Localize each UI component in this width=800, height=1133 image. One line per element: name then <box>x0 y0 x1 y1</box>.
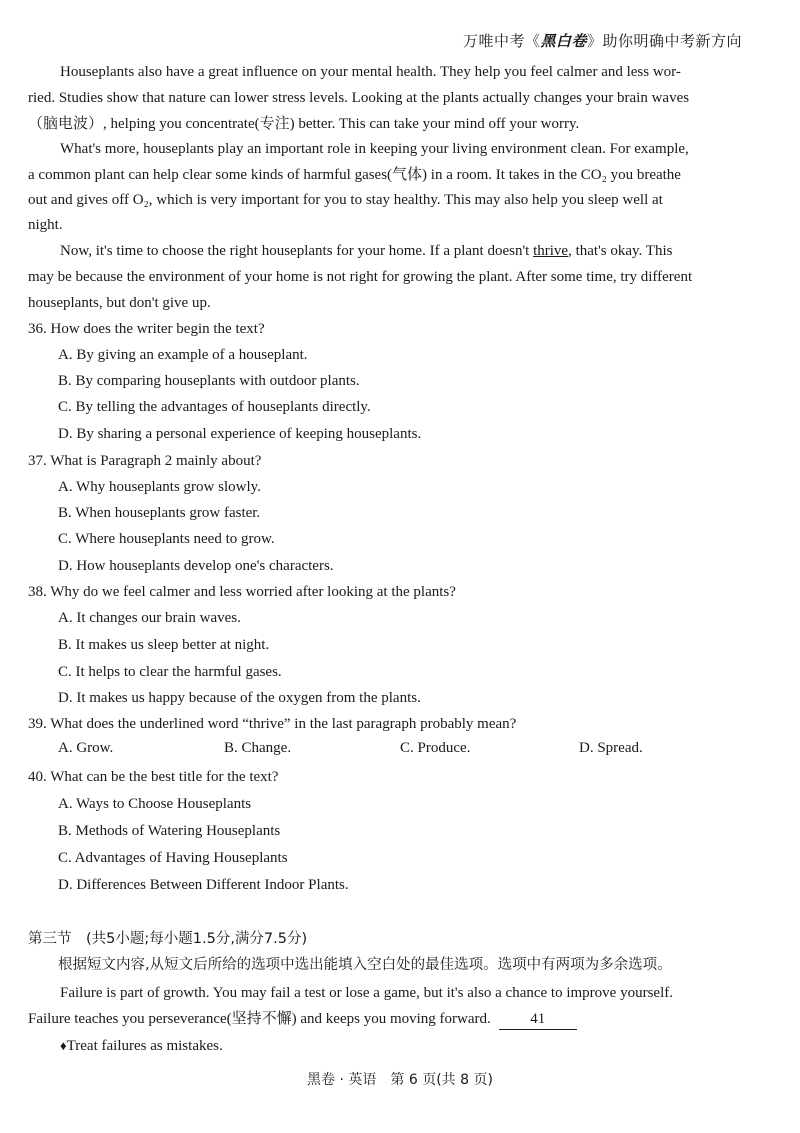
option: B. It makes us sleep better at night. <box>58 637 270 653</box>
option: D. Differences Between Different Indoor Plants. <box>58 877 349 893</box>
passage-line: a common plant can help clear some kinds of harmful gases(气体) in a room. It takes in the CO₂ you breathe <box>28 167 681 183</box>
underlined-word: thrive <box>533 243 569 259</box>
passage-line: Houseplants also have a great influence on your mental health. They help you feel calmer and less wor- <box>60 64 681 80</box>
question-36: 36. How does the writer begin the text? <box>28 321 265 337</box>
option: A. Grow. <box>58 740 114 756</box>
option: D. It makes us happy because of the oxygen from the plants. <box>58 690 421 706</box>
question-38: 38. Why do we feel calmer and less worried after looking at the plants? <box>28 584 456 600</box>
option-item: ♦Treat failures as mistakes. <box>60 1038 223 1054</box>
section-instruction: 根据短文内容,从短文后所给的选项中选出能填入空白处的最佳选项。选项中有两项为多余选项。 <box>58 957 672 973</box>
option: B. By comparing houseplants with outdoor plants. <box>58 373 360 389</box>
page-header: 万唯中考《黑白卷》助你明确中考新方向 <box>462 32 742 50</box>
option: C. By telling the advantages of houseplants directly. <box>58 399 371 415</box>
passage-line: may be because the environment of your home is not right for growing the plant. After some time, try different <box>28 269 693 285</box>
option: D. How houseplants develop one's characters. <box>58 558 334 574</box>
passage-line: What's more, houseplants play an important role in keeping your living environment clean. For example, <box>60 141 689 157</box>
blank-41[interactable]: 41 <box>499 1009 577 1030</box>
passage-line: Failure is part of growth. You may fail a test or lose a game, but it's also a chance to improve yourself. <box>60 985 673 1001</box>
option: B. Change. <box>224 740 292 756</box>
question-39: 39. What does the underlined word “thrive” in the last paragraph probably mean? <box>28 716 517 732</box>
passage-line: Now, it's time to choose the right houseplants for your home. If a plant doesn't thrive, that's okay. This <box>60 243 673 259</box>
page-footer: 黑卷 · 英语 第 6 页(共 8 页) <box>307 1072 493 1088</box>
option: A. It changes our brain waves. <box>58 610 241 626</box>
option: C. Where houseplants need to grow. <box>58 531 275 547</box>
option: C. Produce. <box>400 740 471 756</box>
passage-line: （脑电波）, helping you concentrate(专注) better. This can take your mind off your worry. <box>28 116 580 132</box>
diamond-bullet-icon: ♦ <box>60 1038 67 1053</box>
option: A. Why houseplants grow slowly. <box>58 479 261 495</box>
option: D. By sharing a personal experience of keeping houseplants. <box>58 426 422 442</box>
option: A. By giving an example of a houseplant. <box>58 347 308 363</box>
passage-line: ried. Studies show that nature can lower stress levels. Looking at the plants actually changes your brain waves <box>28 90 690 106</box>
option: B. When houseplants grow faster. <box>58 505 261 521</box>
passage-line: houseplants, but don't give up. <box>28 295 211 311</box>
option: C. Advantages of Having Houseplants <box>58 850 288 866</box>
option: B. Methods of Watering Houseplants <box>58 823 281 839</box>
passage-line: night. <box>28 217 63 233</box>
option: C. It helps to clear the harmful gases. <box>58 664 282 680</box>
option: A. Ways to Choose Houseplants <box>58 796 252 812</box>
passage-line: out and gives off O₂, which is very important for you to stay healthy. This may also help you sleep well at <box>28 192 663 208</box>
section-title: 第三节 (共5小题;每小题1.5分,满分7.5分) <box>28 931 308 947</box>
brand-name: 黑白卷 <box>540 32 587 50</box>
option: D. Spread. <box>579 740 643 756</box>
question-40: 40. What can be the best title for the text? <box>28 769 279 785</box>
passage-line: Failure teaches you perseverance(坚持不懈) and keeps you moving forward. 41 <box>28 1009 740 1030</box>
question-37: 37. What is Paragraph 2 mainly about? <box>28 453 262 469</box>
